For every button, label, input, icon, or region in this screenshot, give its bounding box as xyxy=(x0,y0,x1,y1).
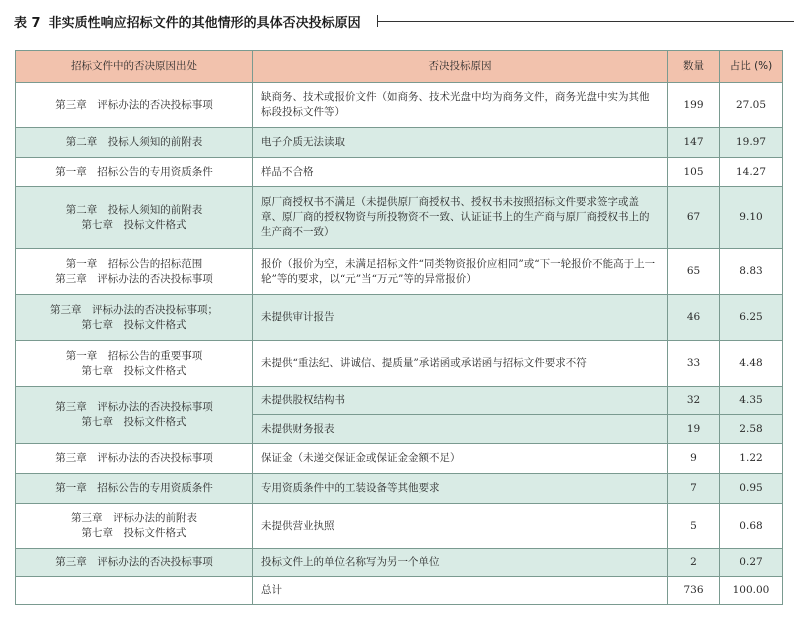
count-cell: 67 xyxy=(668,187,720,249)
table-row xyxy=(16,549,783,577)
reason-cell: 投标文件上的单位名称写为另一个单位 xyxy=(253,549,668,577)
count-cell: 32 xyxy=(668,387,720,415)
source-cell xyxy=(16,158,253,187)
source-cell xyxy=(16,387,253,444)
source-cell xyxy=(16,474,253,504)
table-row xyxy=(16,341,783,387)
source-line: 第七章 投标文件格式 xyxy=(81,218,187,231)
count-cell: 105 xyxy=(668,158,720,187)
pct-cell: 19.97 xyxy=(720,128,783,158)
count-cell: 2 xyxy=(668,549,720,577)
count-cell: 147 xyxy=(668,128,720,158)
source-line: 第三章 评标办法的否决投标事项 xyxy=(55,401,213,413)
source-line: 第三章 评标办法的否决投标事项； xyxy=(50,303,218,316)
source-cell xyxy=(16,249,253,295)
pct-cell: 2.58 xyxy=(720,415,783,444)
header-count: 数量 xyxy=(668,51,720,83)
reason-cell: 专用资质条件中的工装设备等其他要求 xyxy=(253,474,668,504)
table-row xyxy=(16,249,783,295)
count-cell: 46 xyxy=(668,295,720,341)
pct-cell: 0.68 xyxy=(720,504,783,549)
source-line: 第三章 评标办法的否决投标事项 xyxy=(55,272,213,285)
pct-cell: 8.83 xyxy=(720,249,783,295)
count-cell: 199 xyxy=(668,83,720,128)
reason-cell: 未提供“重法纪、讲诚信、提质量”承诺函或承诺函与招标文件要求不符 xyxy=(253,341,668,387)
reason-cell: 保证金（未递交保证金或保证金金额不足） xyxy=(253,444,668,474)
source-cell xyxy=(16,187,253,249)
header-source: 招标文件中的否决原因出处 xyxy=(16,51,253,83)
table-row xyxy=(16,444,783,474)
source-cell xyxy=(16,504,253,549)
table-row xyxy=(16,83,783,128)
table-title-label: 表 7 xyxy=(14,15,41,31)
pct-cell: 0.27 xyxy=(720,549,783,577)
table-row xyxy=(16,128,783,158)
pct-cell: 27.05 xyxy=(720,83,783,128)
header-reason: 否决投标原因 xyxy=(253,51,668,83)
total-count: 736 xyxy=(668,577,720,605)
reason-cell: 缺商务、技术或报价文件（如商务、技术光盘中均为商务文件，商务光盘中实为其他标段投标文件等） xyxy=(253,83,668,128)
reason-cell: 样品不合格 xyxy=(253,158,668,187)
source-cell xyxy=(16,577,253,605)
pct-cell: 14.27 xyxy=(720,158,783,187)
count-cell: 19 xyxy=(668,415,720,444)
reason-cell: 未提供审计报告 xyxy=(253,295,668,341)
total-pct: 100.00 xyxy=(720,577,783,605)
count-cell: 5 xyxy=(668,504,720,549)
source-cell xyxy=(16,295,253,341)
table-title xyxy=(14,10,794,32)
source-line: 第三章 评标办法的否决投标事项 xyxy=(55,556,213,568)
table-row xyxy=(16,504,783,549)
table-row xyxy=(16,158,783,187)
reason-cell: 未提供财务报表 xyxy=(253,415,668,444)
source-cell xyxy=(16,128,253,158)
source-line: 第一章 招标公告的招标范围 xyxy=(65,257,203,270)
source-line: 第二章 投标人须知的前附表 xyxy=(65,136,203,148)
source-line: 第一章 招标公告的专用资质条件 xyxy=(55,165,213,178)
source-line: 第三章 评标办法的前附表 xyxy=(71,512,197,524)
source-line: 第七章 投标文件格式 xyxy=(81,318,187,331)
count-cell: 65 xyxy=(668,249,720,295)
count-cell: 33 xyxy=(668,341,720,387)
pct-cell: 4.48 xyxy=(720,341,783,387)
reason-cell: 未提供营业执照 xyxy=(253,504,668,549)
header-pct: 占比 (%) xyxy=(720,51,783,83)
pct-cell: 0.95 xyxy=(720,474,783,504)
reason-cell: 报价（报价为空，未满足招标文件“同类物资报价应相同”或“下一轮报价不能高于上一轮”等的要求，以“元”当“万元”等的异常报价） xyxy=(253,249,668,295)
source-cell xyxy=(16,444,253,474)
rejection-reasons-table xyxy=(15,50,783,605)
source-cell xyxy=(16,549,253,577)
total-row xyxy=(16,577,783,605)
title-rule-line xyxy=(378,21,794,22)
source-line: 第七章 投标文件格式 xyxy=(81,416,187,428)
pct-cell: 9.10 xyxy=(720,187,783,249)
source-line: 第二章 投标人须知的前附表 xyxy=(65,203,203,216)
reason-cell: 未提供股权结构书 xyxy=(253,387,668,415)
table-row xyxy=(16,187,783,249)
table-row xyxy=(16,474,783,504)
table-title-text: 非实质性响应招标文件的其他情形的具体否决投标原因 xyxy=(48,15,361,31)
pct-cell: 6.25 xyxy=(720,295,783,341)
source-cell xyxy=(16,341,253,387)
source-line: 第三章 评标办法的否决投标事项 xyxy=(55,452,213,464)
reason-cell: 原厂商授权书不满足（未提供原厂商授权书、授权书未按照招标文件要求签字或盖章、原厂商的授权物资与所投物资不一致、认证证书上的生产商与原厂商授权书上的生产商不一致） xyxy=(253,187,668,249)
source-line: 第一章 招标公告的专用资质条件 xyxy=(55,482,213,494)
reason-cell: 电子介质无法读取 xyxy=(253,128,668,158)
table-header-row xyxy=(16,51,783,83)
source-line: 第七章 投标文件格式 xyxy=(81,364,187,377)
table-row xyxy=(16,387,783,415)
source-line: 第三章 评标办法的否决投标事项 xyxy=(55,98,213,111)
source-cell xyxy=(16,83,253,128)
count-cell: 9 xyxy=(668,444,720,474)
source-line: 第七章 投标文件格式 xyxy=(81,527,187,539)
table-row xyxy=(16,295,783,341)
pct-cell: 4.35 xyxy=(720,387,783,415)
total-label: 总计 xyxy=(253,577,668,605)
count-cell: 7 xyxy=(668,474,720,504)
pct-cell: 1.22 xyxy=(720,444,783,474)
source-line: 第一章 招标公告的重要事项 xyxy=(65,349,203,362)
